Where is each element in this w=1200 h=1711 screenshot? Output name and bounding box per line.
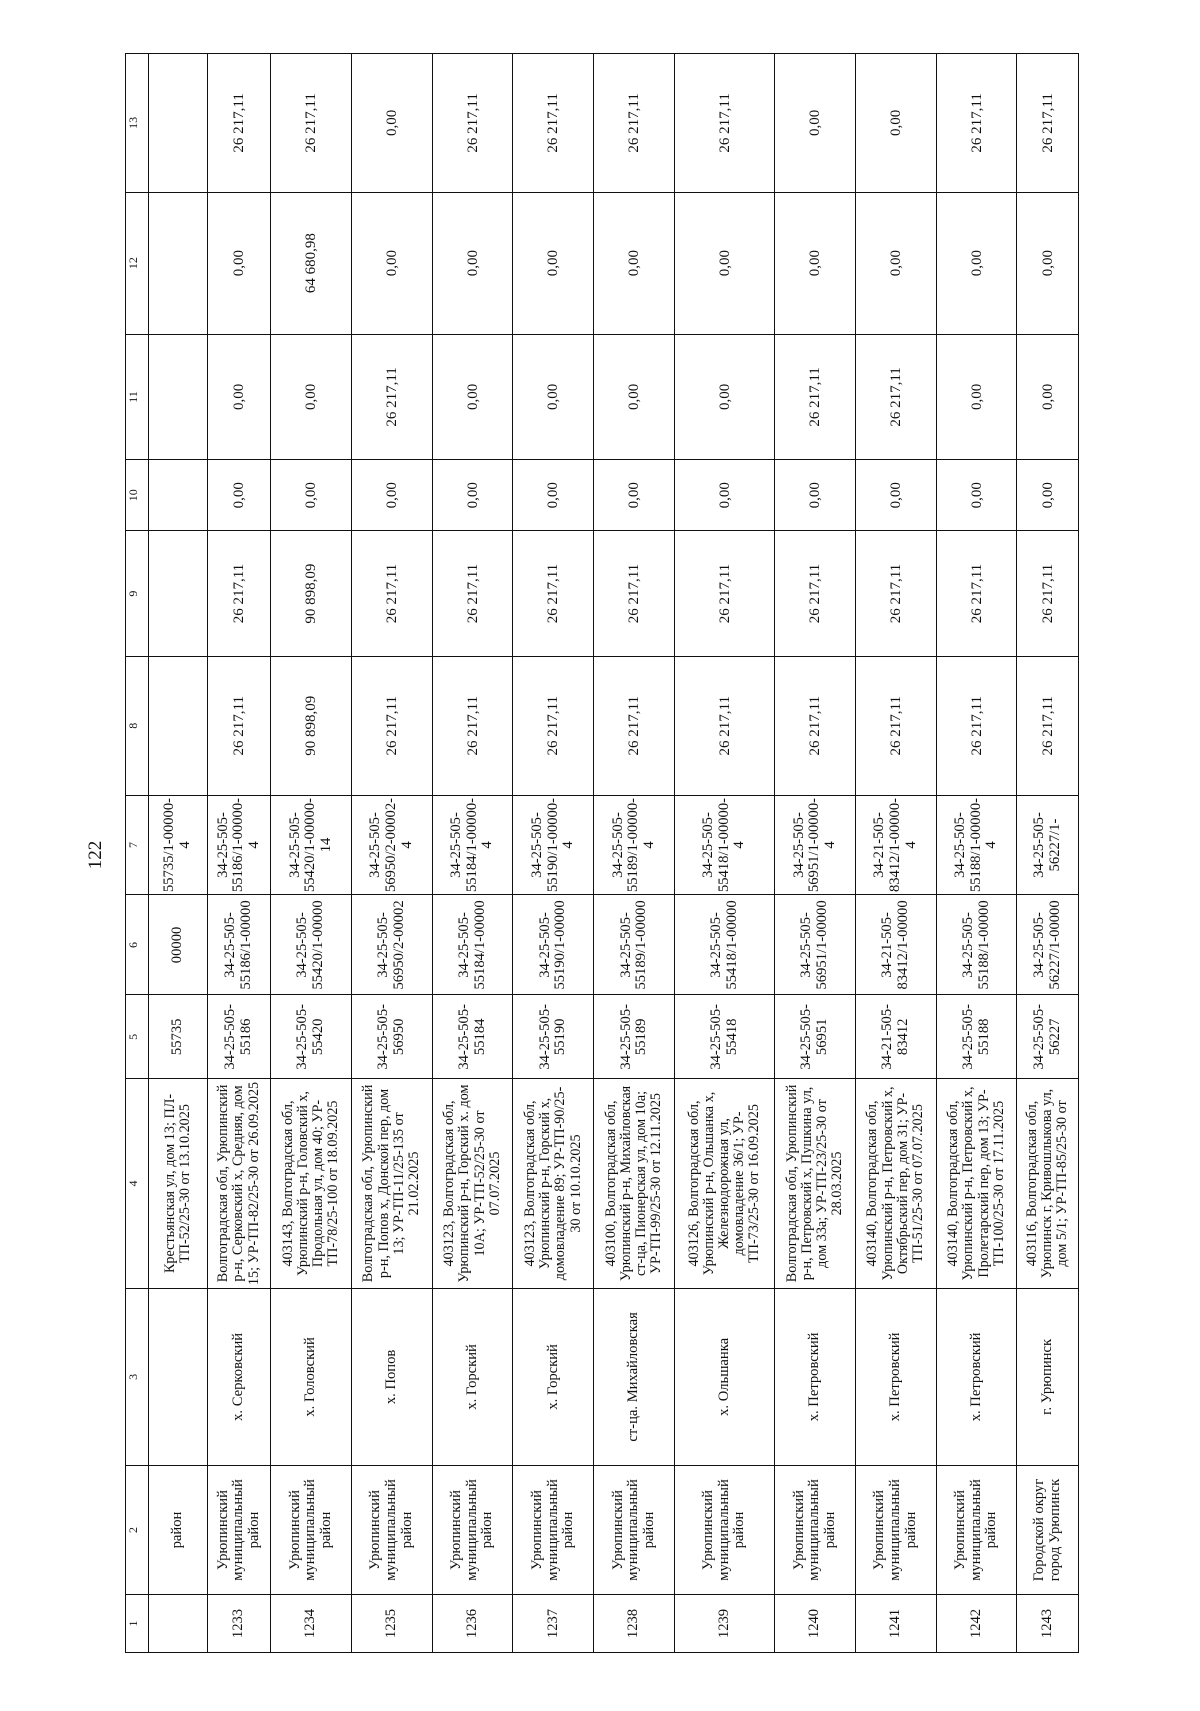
cell-amount-10: 0,00 bbox=[594, 460, 675, 531]
cell-amount-10: 0,00 bbox=[208, 460, 271, 531]
cell-amount-10: 0,00 bbox=[1017, 460, 1079, 531]
cell-settlement: х. Попов bbox=[351, 1288, 432, 1465]
table-row bbox=[775, 54, 856, 1653]
column-number: 9 bbox=[126, 531, 149, 657]
cell-index: 1241 bbox=[855, 1594, 936, 1652]
cell-amount-11: 0,00 bbox=[594, 334, 675, 460]
cell-code-5: 34-25-505-56951 bbox=[775, 995, 856, 1079]
cell-code-5: 34-25-505-55188 bbox=[936, 995, 1017, 1079]
cell-amount-13: 26 217,11 bbox=[1017, 54, 1079, 193]
cell-amount-12: 0,00 bbox=[432, 192, 513, 334]
cell-amount-12: 0,00 bbox=[936, 192, 1017, 334]
cell-code-7: 34-25-505-55188/1-00000-4 bbox=[936, 795, 1017, 895]
rotated-table-wrapper bbox=[125, 53, 1079, 1653]
cell-code-6: 34-25-505-55190/1-00000 bbox=[513, 895, 594, 995]
cell-amount-8: 26 217,11 bbox=[208, 656, 271, 795]
cell-amount-11: 26 217,11 bbox=[855, 334, 936, 460]
cell-index: 1239 bbox=[675, 1594, 775, 1652]
cell-amount-12: 0,00 bbox=[855, 192, 936, 334]
cell-amount-9: 26 217,11 bbox=[351, 531, 432, 657]
cell-district: Урюпинский муниципальный район bbox=[675, 1466, 775, 1595]
cell-amount-11: 0,00 bbox=[208, 334, 271, 460]
cell-amount-9: 90 898,09 bbox=[271, 531, 352, 657]
cell-settlement: х. Петровский bbox=[936, 1288, 1017, 1465]
cell-code-7: 34-25-505-56950/2-00002-4 bbox=[351, 795, 432, 895]
cell-index: 1237 bbox=[513, 1594, 594, 1652]
cell-amount-13: 26 217,11 bbox=[208, 54, 271, 193]
cell-code-6: 00000 bbox=[149, 895, 208, 995]
cell-address: 403140, Волгоградская обл, Урюпинский р-н, Петровский х, Пролетарский пер, дом 13; УР-ТП-100/25-30 от 17.11.2025 bbox=[936, 1079, 1017, 1289]
cell-district: Городской округ город Урюпинск bbox=[1017, 1466, 1079, 1595]
cell-code-5: 34-25-505-55420 bbox=[271, 995, 352, 1079]
column-number: 8 bbox=[126, 656, 149, 795]
table-row bbox=[513, 54, 594, 1653]
table-row bbox=[675, 54, 775, 1653]
table-row bbox=[1017, 54, 1079, 1653]
cell-amount-8: 26 217,11 bbox=[675, 656, 775, 795]
cell-index: 1235 bbox=[351, 1594, 432, 1652]
cell-amount-8: 90 898,09 bbox=[271, 656, 352, 795]
cell-amount-9: 26 217,11 bbox=[513, 531, 594, 657]
cell-district: Урюпинский муниципальный район bbox=[208, 1466, 271, 1595]
cell-code-7: 34-25-505-55186/1-00000-4 bbox=[208, 795, 271, 895]
cell-amount-11: 0,00 bbox=[936, 334, 1017, 460]
cell-amount-11: 0,00 bbox=[271, 334, 352, 460]
cell-index: 1233 bbox=[208, 1594, 271, 1652]
cell-address: 403123, Волгоградская обл, Урюпинский р-н, Горский х. дом 10А; УР-ТП-52/25-30 от 07.07.2025 bbox=[432, 1079, 513, 1289]
cell-code-7: 34-25-505-55418/1-00000-4 bbox=[675, 795, 775, 895]
cell-settlement: х. Петровский bbox=[855, 1288, 936, 1465]
cell-amount-10: 0,00 bbox=[855, 460, 936, 531]
cell-district: Урюпинский муниципальный район bbox=[855, 1466, 936, 1595]
column-number: 1 bbox=[126, 1594, 149, 1652]
cell-code-6: 34-25-505-56227/1-00000 bbox=[1017, 895, 1079, 995]
cell-district: Урюпинский муниципальный район bbox=[432, 1466, 513, 1595]
cell-code-7: 55735/1-00000-4 bbox=[149, 795, 208, 895]
cell-amount-9: 26 217,11 bbox=[208, 531, 271, 657]
cell-address: Волгоградская обл, Урюпинский р-н, Серковский х, Средняя, дом 15; УР-ТП-82/25-30 от 26.09.2025 bbox=[208, 1079, 271, 1289]
cell-amount-10 bbox=[149, 460, 208, 531]
cell-code-7: 34-25-505-55184/1-00000-4 bbox=[432, 795, 513, 895]
cell-amount-8: 26 217,11 bbox=[855, 656, 936, 795]
cell-amount-10: 0,00 bbox=[775, 460, 856, 531]
cell-amount-11: 26 217,11 bbox=[775, 334, 856, 460]
cell-district: Урюпинский муниципальный район bbox=[775, 1466, 856, 1595]
cell-code-6: 34-25-505-55420/1-00000 bbox=[271, 895, 352, 995]
cell-amount-12: 0,00 bbox=[675, 192, 775, 334]
cell-code-7: 34-25-505-55189/1-00000-4 bbox=[594, 795, 675, 895]
cell-district: Урюпинский муниципальный район bbox=[351, 1466, 432, 1595]
cell-amount-13: 0,00 bbox=[855, 54, 936, 193]
cell-amount-13 bbox=[149, 54, 208, 193]
cell-amount-8: 26 217,11 bbox=[775, 656, 856, 795]
cell-address: 403100, Волгоградская обл, Урюпинский р-н, Михайловская ст-ца, Пионерская ул, дом 10а; УР-ТП-99/25-30 от 12.11.2025 bbox=[594, 1079, 675, 1289]
cell-address: Волгоградская обл, Урюпинский р-н, Петровский х, Пушкина ул, дом 33а; УР-ТП-23/25-30 от 28.03.2025 bbox=[775, 1079, 856, 1289]
cell-amount-11: 26 217,11 bbox=[351, 334, 432, 460]
cell-amount-12: 0,00 bbox=[594, 192, 675, 334]
cell-amount-13: 0,00 bbox=[351, 54, 432, 193]
cell-amount-9: 26 217,11 bbox=[1017, 531, 1079, 657]
cell-settlement: х. Горский bbox=[513, 1288, 594, 1465]
cell-amount-12: 0,00 bbox=[351, 192, 432, 334]
cell-amount-12: 64 680,98 bbox=[271, 192, 352, 334]
cell-amount-11: 0,00 bbox=[1017, 334, 1079, 460]
cell-code-6: 34-25-505-55189/1-00000 bbox=[594, 895, 675, 995]
cell-amount-13: 26 217,11 bbox=[513, 54, 594, 193]
cell-index: 1243 bbox=[1017, 1594, 1079, 1652]
cell-settlement: х. Петровский bbox=[775, 1288, 856, 1465]
cell-amount-8: 26 217,11 bbox=[432, 656, 513, 795]
cell-settlement bbox=[149, 1288, 208, 1465]
cell-code-5: 55735 bbox=[149, 995, 208, 1079]
cell-code-5: 34-25-505-55418 bbox=[675, 995, 775, 1079]
cell-amount-9: 26 217,11 bbox=[775, 531, 856, 657]
cell-amount-12: 0,00 bbox=[1017, 192, 1079, 334]
cell-code-7: 34-25-505-55190/1-00000-4 bbox=[513, 795, 594, 895]
cell-amount-13: 26 217,11 bbox=[271, 54, 352, 193]
cell-amount-11: 0,00 bbox=[675, 334, 775, 460]
cell-code-5: 34-25-505-56227 bbox=[1017, 995, 1079, 1079]
column-number: 5 bbox=[126, 995, 149, 1079]
cell-amount-10: 0,00 bbox=[271, 460, 352, 531]
column-number: 3 bbox=[126, 1288, 149, 1465]
table-row bbox=[855, 54, 936, 1653]
table-row bbox=[594, 54, 675, 1653]
column-number: 4 bbox=[126, 1079, 149, 1289]
cell-amount-10: 0,00 bbox=[675, 460, 775, 531]
cell-amount-10: 0,00 bbox=[513, 460, 594, 531]
cell-district: Урюпинский муниципальный район bbox=[936, 1466, 1017, 1595]
cell-amount-13: 26 217,11 bbox=[432, 54, 513, 193]
cell-amount-8: 26 217,11 bbox=[513, 656, 594, 795]
cell-amount-9 bbox=[149, 531, 208, 657]
cell-code-6: 34-25-505-55418/1-00000 bbox=[675, 895, 775, 995]
page-number: 122 bbox=[85, 840, 106, 870]
column-number: 13 bbox=[126, 54, 149, 193]
cell-amount-9: 26 217,11 bbox=[936, 531, 1017, 657]
cell-amount-10: 0,00 bbox=[351, 460, 432, 531]
cell-amount-8: 26 217,11 bbox=[594, 656, 675, 795]
data-table bbox=[125, 53, 1079, 1653]
cell-code-7: 34-25-505-56951/1-00000-4 bbox=[775, 795, 856, 895]
cell-code-5: 34-25-505-55184 bbox=[432, 995, 513, 1079]
cell-amount-12: 0,00 bbox=[208, 192, 271, 334]
cell-settlement: х. Горский bbox=[432, 1288, 513, 1465]
cell-amount-10: 0,00 bbox=[432, 460, 513, 531]
cell-amount-13: 26 217,11 bbox=[594, 54, 675, 193]
cell-code-6: 34-25-505-55188/1-00000 bbox=[936, 895, 1017, 995]
cell-address: Крестьянская ул, дом 13; ПЛ-ТП-52/25-30 от 13.10.2025 bbox=[149, 1079, 208, 1289]
cell-amount-13: 0,00 bbox=[775, 54, 856, 193]
cell-amount-9: 26 217,11 bbox=[432, 531, 513, 657]
cell-amount-12 bbox=[149, 192, 208, 334]
cell-code-6: 34-21-505-83412/1-00000 bbox=[855, 895, 936, 995]
cell-index: 1240 bbox=[775, 1594, 856, 1652]
cell-code-5: 34-25-505-55190 bbox=[513, 995, 594, 1079]
cell-amount-9: 26 217,11 bbox=[855, 531, 936, 657]
cell-code-6: 34-25-505-56950/2-00002 bbox=[351, 895, 432, 995]
cell-amount-9: 26 217,11 bbox=[675, 531, 775, 657]
cell-district: район bbox=[149, 1466, 208, 1595]
cell-amount-11 bbox=[149, 334, 208, 460]
cell-settlement: х. Головский bbox=[271, 1288, 352, 1465]
cell-code-5: 34-25-505-55189 bbox=[594, 995, 675, 1079]
cell-settlement: х. Ольшанка bbox=[675, 1288, 775, 1465]
cell-code-6: 34-25-505-56951/1-00000 bbox=[775, 895, 856, 995]
continuation-row bbox=[149, 54, 208, 1653]
cell-code-7: 34-25-505-55420/1-00000-14 bbox=[271, 795, 352, 895]
cell-address: 403116, Волгоградская обл, Урюпинск г, Кривошлыкова ул, дом 5/1; УР-ТП-85/25-30 от bbox=[1017, 1079, 1079, 1289]
cell-index: 1242 bbox=[936, 1594, 1017, 1652]
table-row bbox=[271, 54, 352, 1653]
table-row bbox=[432, 54, 513, 1653]
column-number: 7 bbox=[126, 795, 149, 895]
column-number: 6 bbox=[126, 895, 149, 995]
cell-amount-9: 26 217,11 bbox=[594, 531, 675, 657]
cell-address: 403126, Волгоградская обл, Урюпинский р-н, Ольшанка х, Железнодорожная ул, домовладение 36/1; УР-ТП-73/25-30 от 16.09.2025 bbox=[675, 1079, 775, 1289]
cell-address: Волгоградская обл, Урюпинский р-н, Попов х, Донской пер, дом 13; УР-ТП-11/25-135 от 21.02.2025 bbox=[351, 1079, 432, 1289]
cell-address: 403123, Волгоградская обл, Урюпинский р-н, Горский х, домовладение 89; УР-ТП-90/25-30 от 10.10.2025 bbox=[513, 1079, 594, 1289]
cell-index: 1234 bbox=[271, 1594, 352, 1652]
column-number: 12 bbox=[126, 192, 149, 334]
cell-amount-10: 0,00 bbox=[936, 460, 1017, 531]
cell-index: 1238 bbox=[594, 1594, 675, 1652]
cell-settlement: ст-ца. Михайловская bbox=[594, 1288, 675, 1465]
table-row bbox=[936, 54, 1017, 1653]
cell-code-7: 34-21-505-83412/1-00000-4 bbox=[855, 795, 936, 895]
cell-code-5: 34-21-505-83412 bbox=[855, 995, 936, 1079]
cell-address: 403140, Волгоградская обл, Урюпинский р-н, Петровский х, Октябрьский пер, дом 31; УР-ТП-51/25-30 от 07.07.2025 bbox=[855, 1079, 936, 1289]
cell-amount-12: 0,00 bbox=[513, 192, 594, 334]
column-number: 2 bbox=[126, 1466, 149, 1595]
column-number-row bbox=[126, 54, 149, 1653]
cell-amount-13: 26 217,11 bbox=[936, 54, 1017, 193]
cell-address: 403143, Волгоградская обл, Урюпинский р-н, Головский х, Продольная ул, дом 40; УР-ТП-78/25-100 от 18.09.2025 bbox=[271, 1079, 352, 1289]
cell-district: Урюпинский муниципальный район bbox=[271, 1466, 352, 1595]
cell-district: Урюпинский муниципальный район bbox=[513, 1466, 594, 1595]
table-row bbox=[208, 54, 271, 1653]
table-row bbox=[351, 54, 432, 1653]
column-number: 10 bbox=[126, 460, 149, 531]
cell-amount-12: 0,00 bbox=[775, 192, 856, 334]
cell-amount-8: 26 217,11 bbox=[351, 656, 432, 795]
cell-district: Урюпинский муниципальный район bbox=[594, 1466, 675, 1595]
cell-amount-11: 0,00 bbox=[432, 334, 513, 460]
cell-index: 1236 bbox=[432, 1594, 513, 1652]
cell-amount-8: 26 217,11 bbox=[1017, 656, 1079, 795]
cell-settlement: г. Урюпинск bbox=[1017, 1288, 1079, 1465]
cell-code-6: 34-25-505-55186/1-00000 bbox=[208, 895, 271, 995]
cell-code-5: 34-25-505-56950 bbox=[351, 995, 432, 1079]
cell-settlement: х. Серковский bbox=[208, 1288, 271, 1465]
cell-code-6: 34-25-505-55184/1-00000 bbox=[432, 895, 513, 995]
cell-code-5: 34-25-505-55186 bbox=[208, 995, 271, 1079]
cell-amount-8 bbox=[149, 656, 208, 795]
cell-amount-11: 0,00 bbox=[513, 334, 594, 460]
cell-code-7: 34-25-505-56227/1- bbox=[1017, 795, 1079, 895]
cell-amount-8: 26 217,11 bbox=[936, 656, 1017, 795]
cell-index bbox=[149, 1594, 208, 1652]
cell-amount-13: 26 217,11 bbox=[675, 54, 775, 193]
column-number: 11 bbox=[126, 334, 149, 460]
